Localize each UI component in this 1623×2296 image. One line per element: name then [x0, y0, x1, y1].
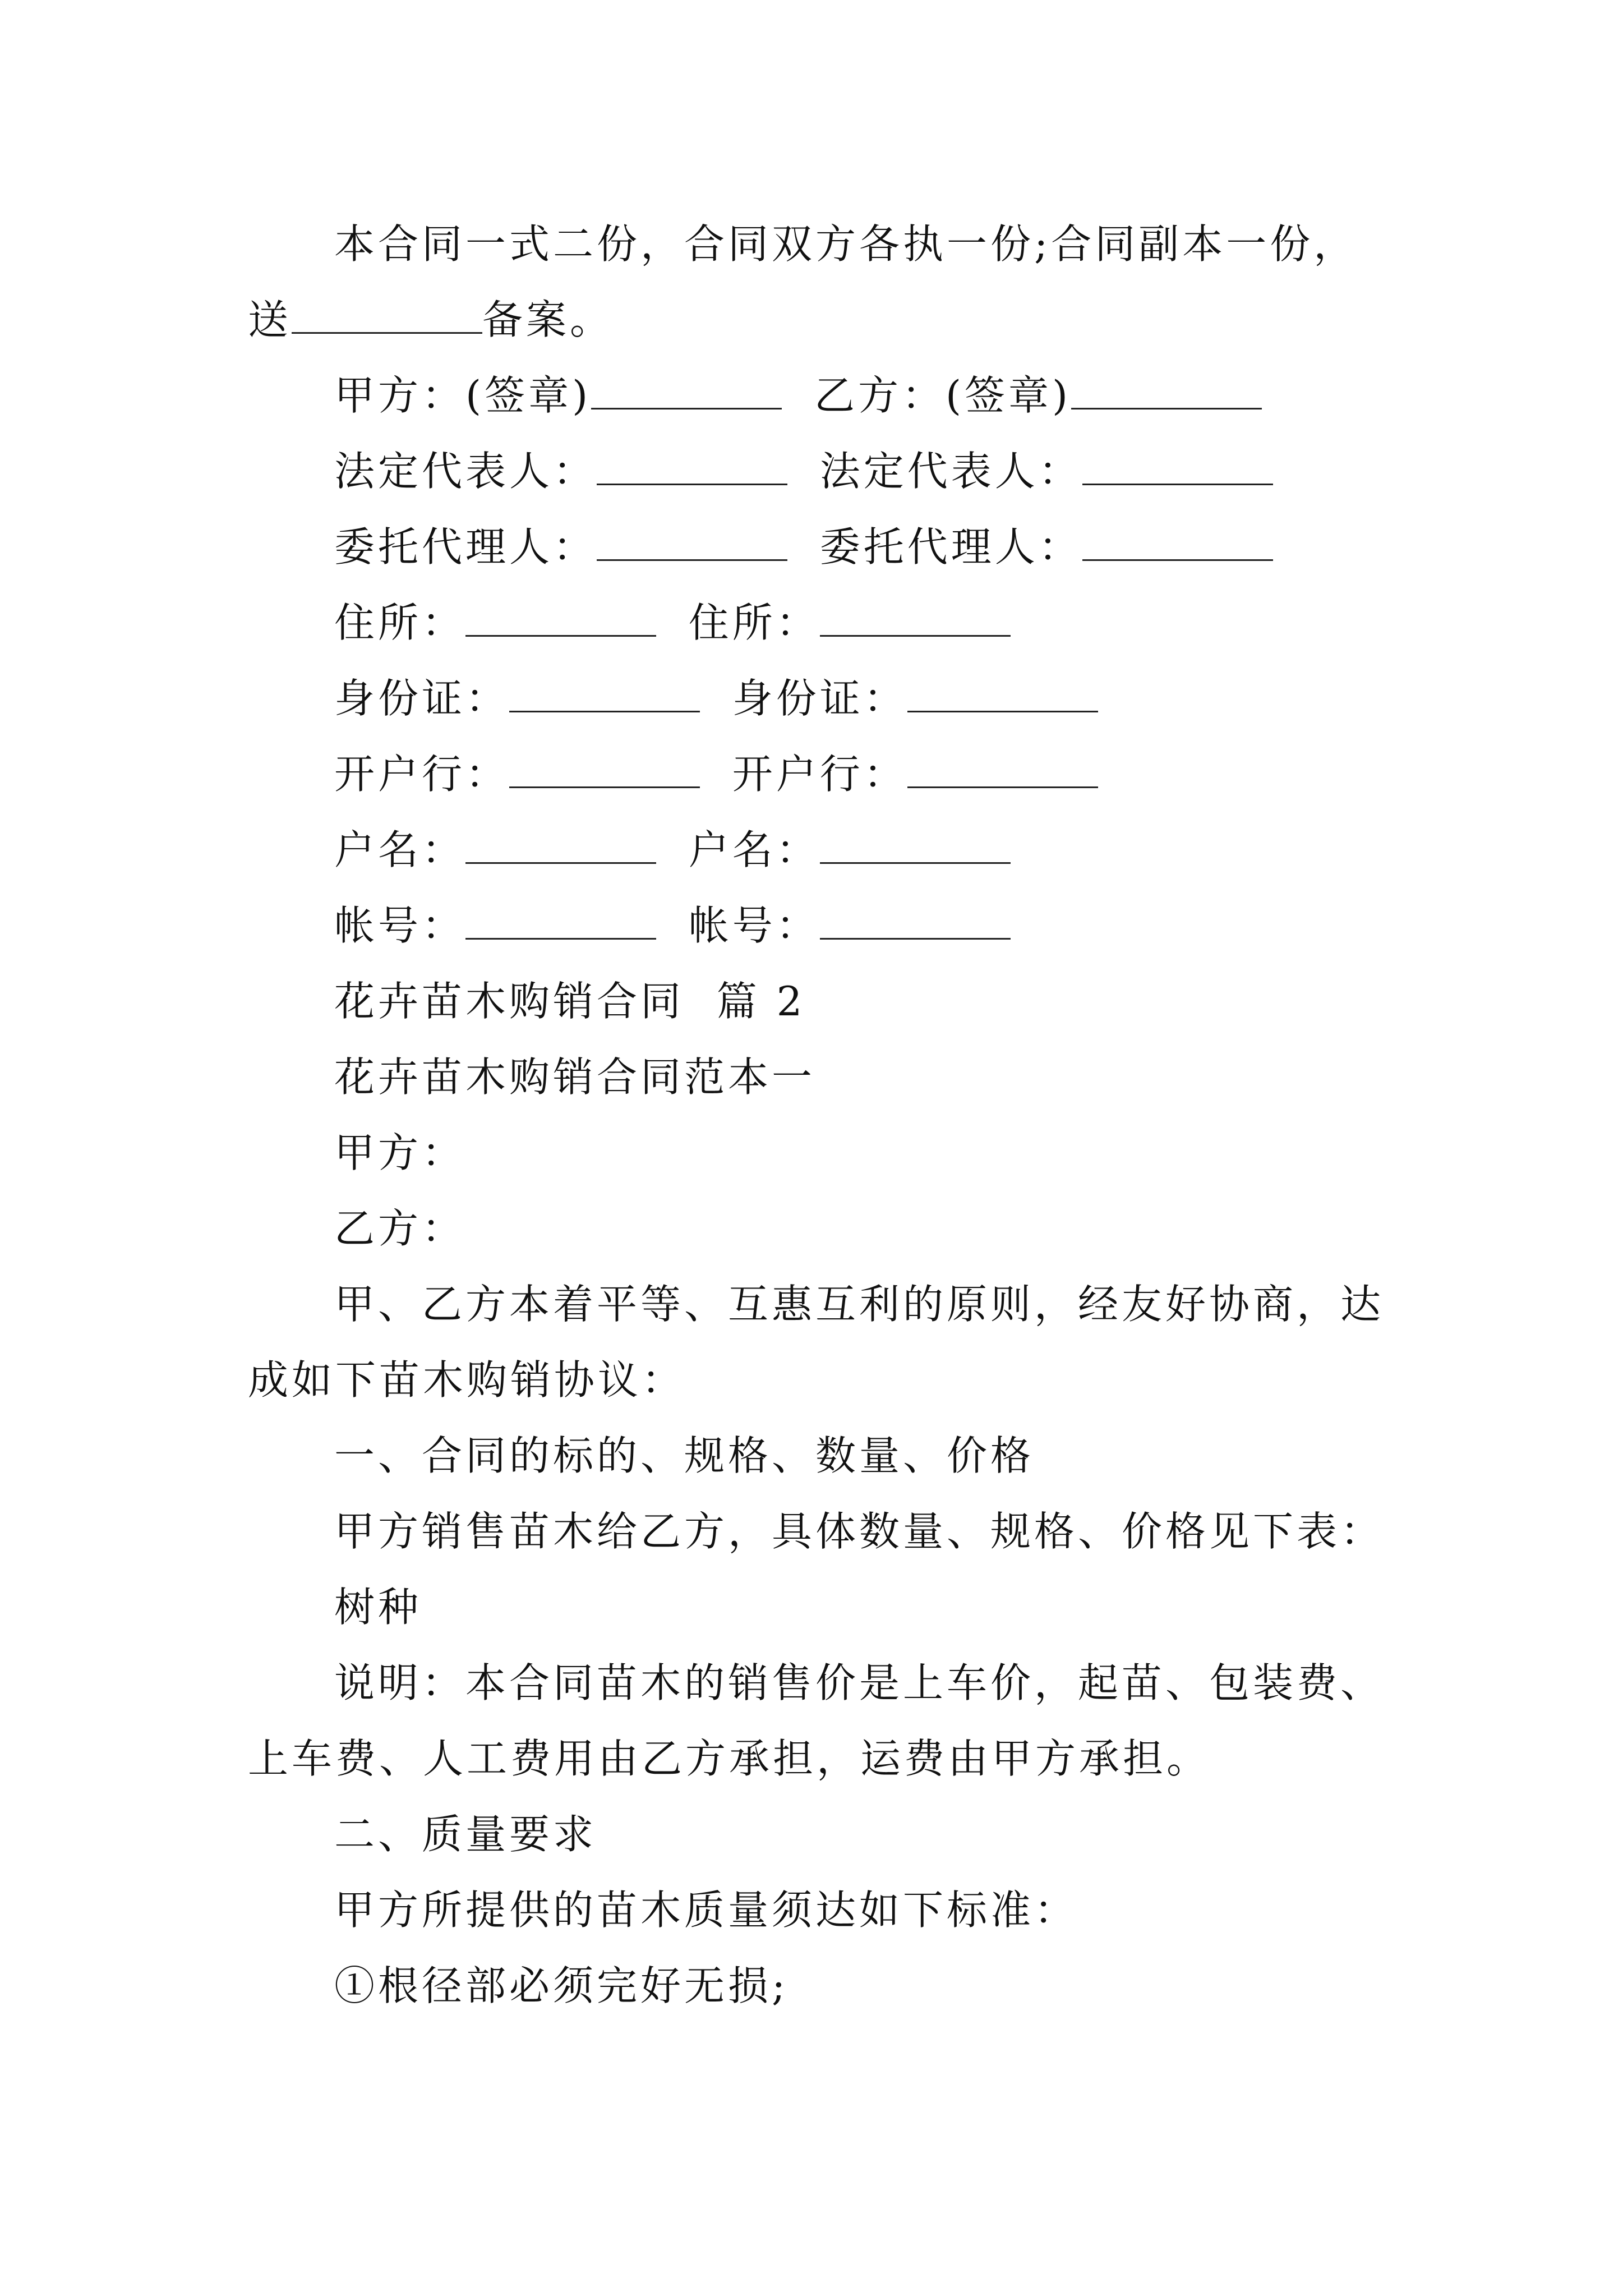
- party-b-address-blank: [820, 596, 1011, 637]
- note-line-2: [248, 1731, 1210, 1787]
- party-b-agent-blank: [1082, 520, 1273, 561]
- party-b-bank-blank: [907, 747, 1098, 788]
- copies-send-label: 送: [248, 296, 292, 343]
- signature-row-id: [334, 670, 1098, 726]
- party-b-account-name-blank: [820, 823, 1011, 864]
- clause-1-title: [334, 1428, 1034, 1484]
- copies-line-1: [334, 216, 1357, 272]
- party-b-legal-rep-blank: [1082, 444, 1273, 485]
- party-a-legal-rep-label: 法定代表人：: [334, 448, 597, 495]
- party-a-seal-label: 甲方：(签章): [334, 372, 592, 419]
- party-a-account-number-blank: [465, 899, 656, 940]
- party-a-account-number-label: 帐号：: [334, 902, 466, 949]
- party-a-label: 甲方：: [334, 1129, 466, 1176]
- party-b-address-label: 住所：: [688, 599, 820, 646]
- signature-row-account-number: [334, 898, 1011, 954]
- intro-text-1: 甲、乙方本着平等、互惠互利的原则，经友好协商，达: [334, 1281, 1385, 1328]
- note-text-1: 说明：本合同苗木的销售价是上车价，起苗、包装费、: [334, 1659, 1385, 1706]
- party-a-seal-blank: [591, 369, 782, 409]
- copies-line-2: [248, 292, 614, 348]
- signature-row-party: [334, 367, 1262, 424]
- section-heading-text: 花卉苗木购销合同 篇 2: [334, 978, 806, 1025]
- quality-item-1: [334, 1958, 789, 2014]
- note-line-1: [334, 1655, 1384, 1711]
- intro-line-2: [248, 1352, 685, 1408]
- filing-blank: [292, 293, 482, 334]
- party-b-account-number-blank: [820, 899, 1011, 940]
- clause-2-title-text: 二、质量要求: [334, 1811, 597, 1858]
- note-text-2: 上车费、人工费用由乙方承担，运费由甲方承担。: [248, 1735, 1211, 1782]
- clause-2-title: [334, 1806, 597, 1862]
- party-a-id-blank: [509, 671, 700, 712]
- clause-2-text: [334, 1882, 1078, 1938]
- table-header-species: 树种: [334, 1584, 422, 1631]
- contract-subtitle: [334, 1049, 815, 1105]
- party-b-agent-label: 委托代理人：: [819, 523, 1082, 570]
- intro-text-2: 成如下苗木购销协议：: [248, 1356, 686, 1404]
- party-b-seal-blank: [1071, 369, 1262, 409]
- party-b-label: 乙方：: [334, 1205, 466, 1252]
- party-a-address-blank: [465, 596, 656, 637]
- party-a-agent-blank: [597, 520, 787, 561]
- signature-row-account-name: [334, 822, 1011, 878]
- clause-1-text: [334, 1503, 1384, 1559]
- table-header-line: [334, 1579, 422, 1635]
- copies-text-1: 本合同一式二份，合同双方各执一份;合同副本一份，: [334, 220, 1358, 268]
- party-b-legal-rep-label: 法定代表人：: [819, 448, 1082, 495]
- party-b-seal-label: 乙方：(签章): [814, 372, 1072, 419]
- party-a-legal-rep-blank: [597, 444, 787, 485]
- party-b-account-name-label: 户名：: [688, 826, 820, 873]
- copies-filing-label: 备案。: [482, 296, 614, 343]
- party-a-bank-label: 开户行：: [334, 751, 510, 798]
- section-heading: [334, 973, 805, 1029]
- party-b-bank-label: 开户行：: [732, 751, 907, 798]
- signature-row-agent: [334, 519, 1273, 575]
- party-a-account-name-blank: [465, 823, 656, 864]
- party-b-id-label: 身份证：: [732, 675, 907, 722]
- signature-row-bank: [334, 746, 1098, 802]
- signature-row-address: [334, 595, 1011, 651]
- party-b-account-number-label: 帐号：: [688, 902, 820, 949]
- party-a-id-label: 身份证：: [334, 675, 510, 722]
- party-a-account-name-label: 户名：: [334, 826, 466, 873]
- party-a-bank-blank: [509, 747, 700, 788]
- clause-2-body: 甲方所提供的苗木质量须达如下标准：: [334, 1887, 1078, 1934]
- party-a-agent-label: 委托代理人：: [334, 523, 597, 570]
- clause-1-body: 甲方销售苗木给乙方，具体数量、规格、价格见下表：: [334, 1508, 1385, 1555]
- party-a-line: [334, 1125, 465, 1181]
- quality-item-1-text: ①根径部必须完好无损;: [334, 1962, 789, 2009]
- clause-1-title-text: 一、合同的标的、规格、数量、价格: [334, 1432, 1035, 1479]
- party-b-line: [334, 1200, 465, 1257]
- party-a-address-label: 住所：: [334, 599, 466, 646]
- party-b-id-blank: [907, 671, 1098, 712]
- contract-subtitle-text: 花卉苗木购销合同范本一: [334, 1053, 816, 1101]
- signature-row-legal-rep: [334, 443, 1273, 499]
- intro-line-1: [334, 1276, 1384, 1332]
